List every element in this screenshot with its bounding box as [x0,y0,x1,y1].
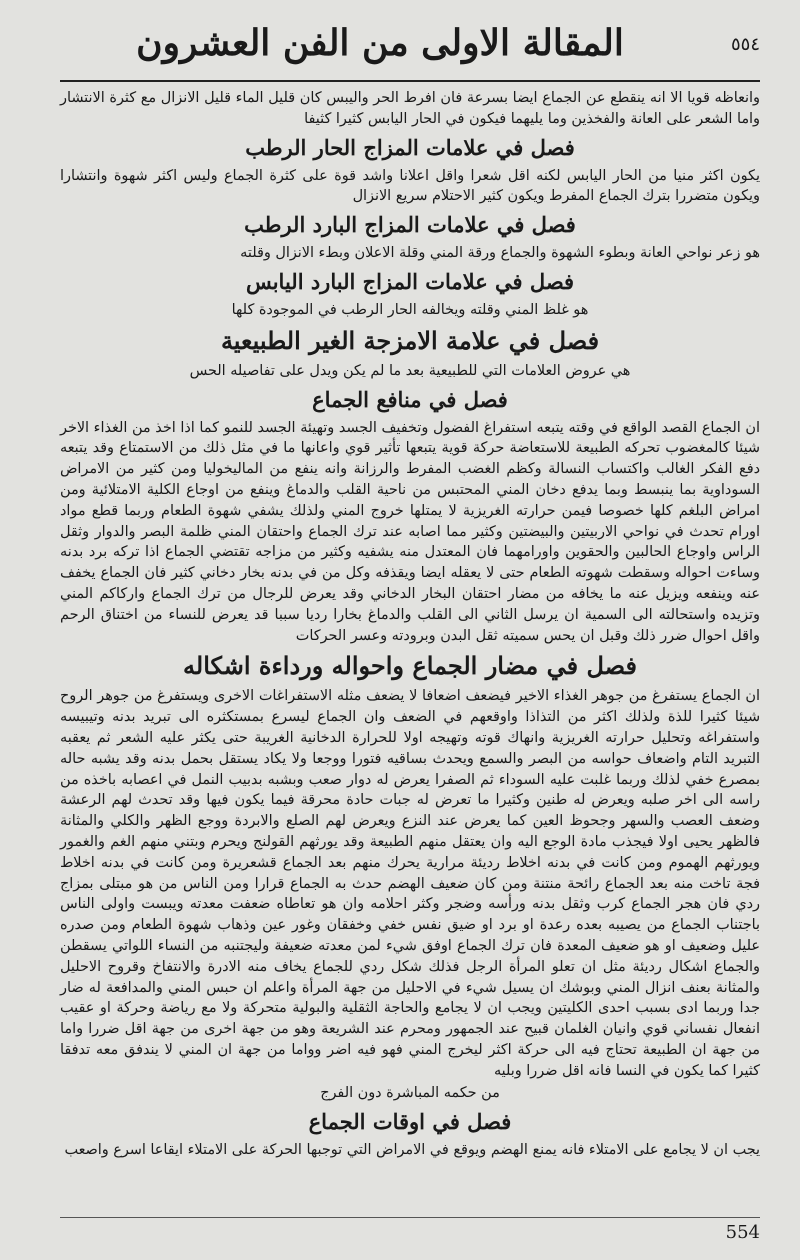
paragraph: يكون اكثر منيا من الحار اليابس لكنه اقل شعرا واقل اعلانا واشد قوة على كثرة الجماع وليس اكثر شهوة وانتشارا ويكون متضررا بترك الجماع المفرط ويكون كثير الاحتلام سريع الانزال [60,167,760,205]
page-number-top: ٥٥٤ [730,34,760,55]
paragraph: هي عروض العلامات التي للطبيعية بعد ما لم يكن ويدل على تفاصيله الحس [189,362,631,379]
paragraph: يجب ان لا يجامع على الامتلاء فانه يمنع الهضم ويوقع في الامراض التي توجبها الحركة على الامتلاء ايقاعا اسرع واصعب [64,1142,760,1159]
section-heading: فصل في علامات المزاج الحار الرطب [245,134,575,160]
page-footer [60,1217,760,1246]
text-body [60,88,760,1208]
section-heading: فصل في مضار الجماع واحواله ورداءة اشكاله [183,651,637,681]
page-number-bottom: 554 [725,1222,760,1243]
section-heading: فصل في علامة الامزجة الغير الطبيعية [220,325,600,355]
page-header [60,14,760,82]
paragraph: ان الجماع يستفرغ من جوهر الغذاء الاخير فيضعف اضعافا لا يضعف مثله الاستفراغات الاخرى ويستفرغ من جوهر الروح شيئا كثيرا للذة ولذلك اكثر من التذاذا واوقعهم في الضعف وان الجماع ليسرع بمستكثره الى تبريد بدنه وتيبيسه واستفراغه وتحليل حرارته الغريزية وانهاك قوته وتهيجه اولا للحرارة الدخانية الغريبة حتى يكثر عليه الشعر ثم يعقبه التبريد التام واضعاف حواسه من البصر والسمع ويحدث بساقيه فتورا ووجعا ولا يكاد يستقل بحمل بدنه وقد يشبه حاله بمصرع خفي لذلك وربما غلبت عليه السوداء ثم الصفرا يعرض له دوار صعب وبشبه بدبيب النمل في اعصابه باخذه من راسه الى اخر صلبه ويعرض له طنين وكثيرا ما تعرض له جبات حادة محرقة فيما يكون فيها وقد تحدث لهم الرعشة وضعف العصب والسهر وجحوظ العين كما يعرض عند النزع ويعرض لهم الصلع والابردة ووجع الظهر والكلي والمثانة فالظهر يحيى اولا فيجذب مادة الوجع اليه وان يعتقل منهم الطبيعة وقد يورثهم القولنج ويحرم وبتني منهم الغم والغمور ويورثهم الهموم ومن كانت في بدنه اخلاط رديئة مرارية يحرك منهم بعد الجماع قشعريرة ومن كانت في بدنه اخلاط فجة تاخت منه بعد الجماع رائحة منتنة ومن كان ضعيف الهضم حدث به الجماع قرارا ومن الناس من هو مبتلى بمزاج ردي فان هجر الجماع كرب وثقل بدنه ورأسه وضجر وكثر احلامه وان هو تعاطاه ضعفت معدته ويبست واولى الناس باجتناب الجماع من يصيبه بعده رعدة او برد او ضيق نفس خفي وخفقان وغور عين وذهاب شهوة الطعام ومن صدره عليل وضعيف او هو ضعيف المعدة فان ترك الجماع اوفق شيء لمن معدته ضعيفة وليجتنبه من النساء اللواتي يسقطن والجماع اشكال رديئة مثل ان تعلو المرأة الرجل فذلك شكل ردي للجماع يخاف منه الادرة والانتفاخ وقروح الاحليل والمثانة بعنف انزال المني وبوشك ان يسيل شيء في الاحليل من جهة المرأة واعلم ان حبس المني والمدافعة له ضار جدا وربما ادى بسبب احدى الكليتين ويجب ان لا يجامع والحاجة الثقلية والبولية متحركة ولا مع رياضة وحركة او عقيب انفعال نفساني قوي وانيان الغلمان قبيح عند الجمهور ومحرم عند الشريعة وهو من جهة اخرى من جهة اقل ضررا واما من جهة ان الطبيعة تحتاج فيه الى حركة اكثر ليخرج المني فهو فيه اضر وواما من جهة ان المني لا يندفق معه تدفقا كثيرا كما يكون في النسا فانه اقل ضررا وبليه [60,688,760,1079]
paragraph: هو زعر نواحي العانة وبطوء الشهوة والجماع ورقة المني وقلة الاعلان وبطء الانزال وقلته [240,245,760,262]
running-title: المقالة الاولى من الفن العشرون [136,22,624,64]
section-heading: فصل في منافع الجماع [312,386,508,412]
paragraph: وانعاظه قويا الا انه ينقطع عن الجماع ايضا بسرعة فان افرط الحر واليبس كان قليل الماء قليل الانزال مع كثرة الانتشار واما الشعر على العانة والفخذين وما يليهما فيكون في الحار اليابس كثيرا كثيفا [60,90,760,127]
paragraph: هو غلظ المني وقلته ويخالفه الحار الرطب في الموجودة كلها [231,301,589,318]
section-heading: فصل في علامات المزاج البارد الرطب [244,212,576,238]
section-heading: فصل في اوقات الجماع [308,1109,512,1135]
section-heading: فصل في علامات المزاج البارد اليابس [245,268,575,294]
paragraph-tail: من حكمه المباشرة دون الفرج [320,1085,500,1102]
paragraph: ان الجماع القصد الواقع في وقته يتبعه استفراغ الفضول وتخفيف الجسد وتهيئة الجسد للنمو كما اذا اخذ من الغذاء الاخر شيئا كالمغضوب تحركه الطبيعة للاستعاضة حركة قوية يتبعها تأثير قوي واعانها ما في مثل ذلك من الاستمتاع وقد يتبعه دفع الفكر الغالب واكتساب النسالة وكظم الغضب المفرط والرزانة وانه ينفع من الماليخوليا ومن كثير من الامراض السوداوية بما ينبسط وبما يدفع دخان المني المحتبس من ناحية القلب والدماغ وينفع من اوجاع الكلية الامتلائية ومن امراض البلغم كلها خصوصا فيمن حرارته الغريزية لا يمتلها خروج المني ولذلك يشفي شهوة الطعام وربما قطع مواد اورام تحدث في نواحي الاربيتين والبيضتين وكثير مما اصابه عند ترك الجماع واحتقان المني ظلمة البصر والدوار وثقل الراس واوجاع الحالبين والحقوين واورامهما فان المعتدل منه يشفيه وكثير من مزاجه تقتضي الجماع اذا تركه برد بدنه وساءت احواله وسقطت شهوته الطعام حتى لا يعقله ايضا ويقذفه وكل من في بدنه بخار دخاني كثير فان الجماع يخفف عنه وينفعه ويزيل عنه ما يخافه من مضار احتقان البخار الدخاني وقد يعرض للرجال من ترك الجماع واركاكم المني وتزيده واستحالته الى السمية ان يرسل الثاني الى القلب والدماغ بخارا رديا سببا قد يعرض للنساء من اختناق الرحم واقل احوال ضرر ذلك وقبل ان يحس سميته ثقل البدن وبرودته وعسر الحركات [60,419,760,644]
